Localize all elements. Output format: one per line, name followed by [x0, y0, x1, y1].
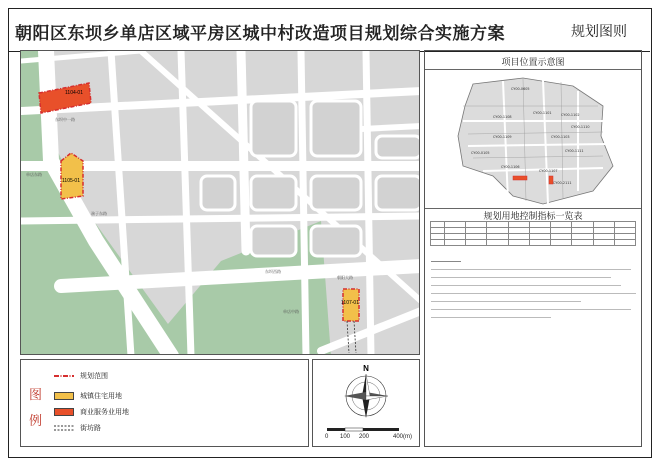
legend-item-lane	[54, 422, 101, 434]
location-map	[453, 76, 623, 206]
residential-swatch-icon	[54, 392, 74, 400]
loc-unit-5: CY00-1110	[571, 125, 590, 129]
parcel-1105-01	[61, 153, 83, 199]
parcel-code-2: 1105-01	[62, 178, 80, 184]
page-title: 朝阳区东坝乡单店区域平房区城中村改造项目规划综合实施方案	[15, 24, 505, 44]
loc-unit-4: CY00-1102	[561, 113, 580, 117]
scale-tick-0: 0	[325, 434, 329, 440]
road-label-2: 单店东路	[26, 172, 42, 177]
parcel-code-1: 1104-01	[65, 90, 83, 96]
parcel-code-3: 1107-01	[341, 300, 359, 306]
loc-unit-9: CY00-0105	[471, 151, 490, 155]
loc-unit-8: CY00-1111	[565, 149, 584, 153]
road-label-5: 单店中路	[283, 309, 299, 314]
drawing-sheet	[8, 8, 652, 458]
site-map	[20, 50, 420, 355]
site-map-canvas	[21, 51, 420, 355]
commercial-swatch-icon	[54, 408, 74, 416]
scale-tick-2: 200	[359, 434, 370, 440]
loc-unit-2: CY00-1101	[533, 111, 552, 115]
legend-item-boundary	[54, 370, 108, 382]
loc-unit-11: CY00-1107	[539, 169, 558, 173]
double-dashed-line-icon	[54, 424, 74, 432]
legend-panel	[20, 359, 309, 447]
road-label-3: 驹子东路	[91, 211, 107, 216]
road-label-4: 东坝西路	[265, 269, 281, 274]
loc-unit-12: CY00-2111	[553, 181, 572, 185]
page-subtitle: 规划图则	[571, 24, 627, 40]
legend-item-residential	[54, 390, 122, 402]
scale-tick-3: 400(m)	[393, 434, 413, 440]
control-table	[430, 221, 636, 246]
loc-unit-6: CY00-1109	[493, 135, 512, 139]
notes-block	[431, 257, 639, 321]
control-table-title: 规划用地控制指标一览表	[483, 212, 583, 222]
dash-dot-red-line-icon	[54, 372, 74, 380]
location-map-title: 项目位置示意图	[501, 58, 565, 68]
legend-label-residential: 城镇住宅用地	[80, 392, 122, 400]
scale-tick-1: 100	[340, 434, 351, 440]
compass-panel	[312, 359, 420, 447]
legend-label-lane: 街坊路	[80, 424, 101, 432]
loc-unit-1: CY00-0605	[511, 87, 530, 91]
loc-unit-3: CY00-1108	[493, 115, 512, 119]
info-panel	[424, 50, 642, 447]
loc-unit-10: CY00-1106	[501, 165, 520, 169]
road-label-1: 东坝中一路	[55, 117, 75, 122]
legend-label-boundary: 规划范围	[80, 372, 108, 380]
legend-label-commercial: 商业服务业用地	[80, 408, 129, 416]
legend-item-commercial	[54, 406, 129, 418]
parcel-1107-01	[341, 289, 359, 321]
road-label-6: 朝阳大路	[337, 275, 353, 280]
loc-unit-7: CY00-1103	[551, 135, 570, 139]
legend-heading-1: 图	[29, 388, 43, 403]
legend-heading-2: 例	[29, 414, 43, 429]
north-letter: N	[363, 364, 369, 373]
title-bar	[9, 9, 650, 52]
